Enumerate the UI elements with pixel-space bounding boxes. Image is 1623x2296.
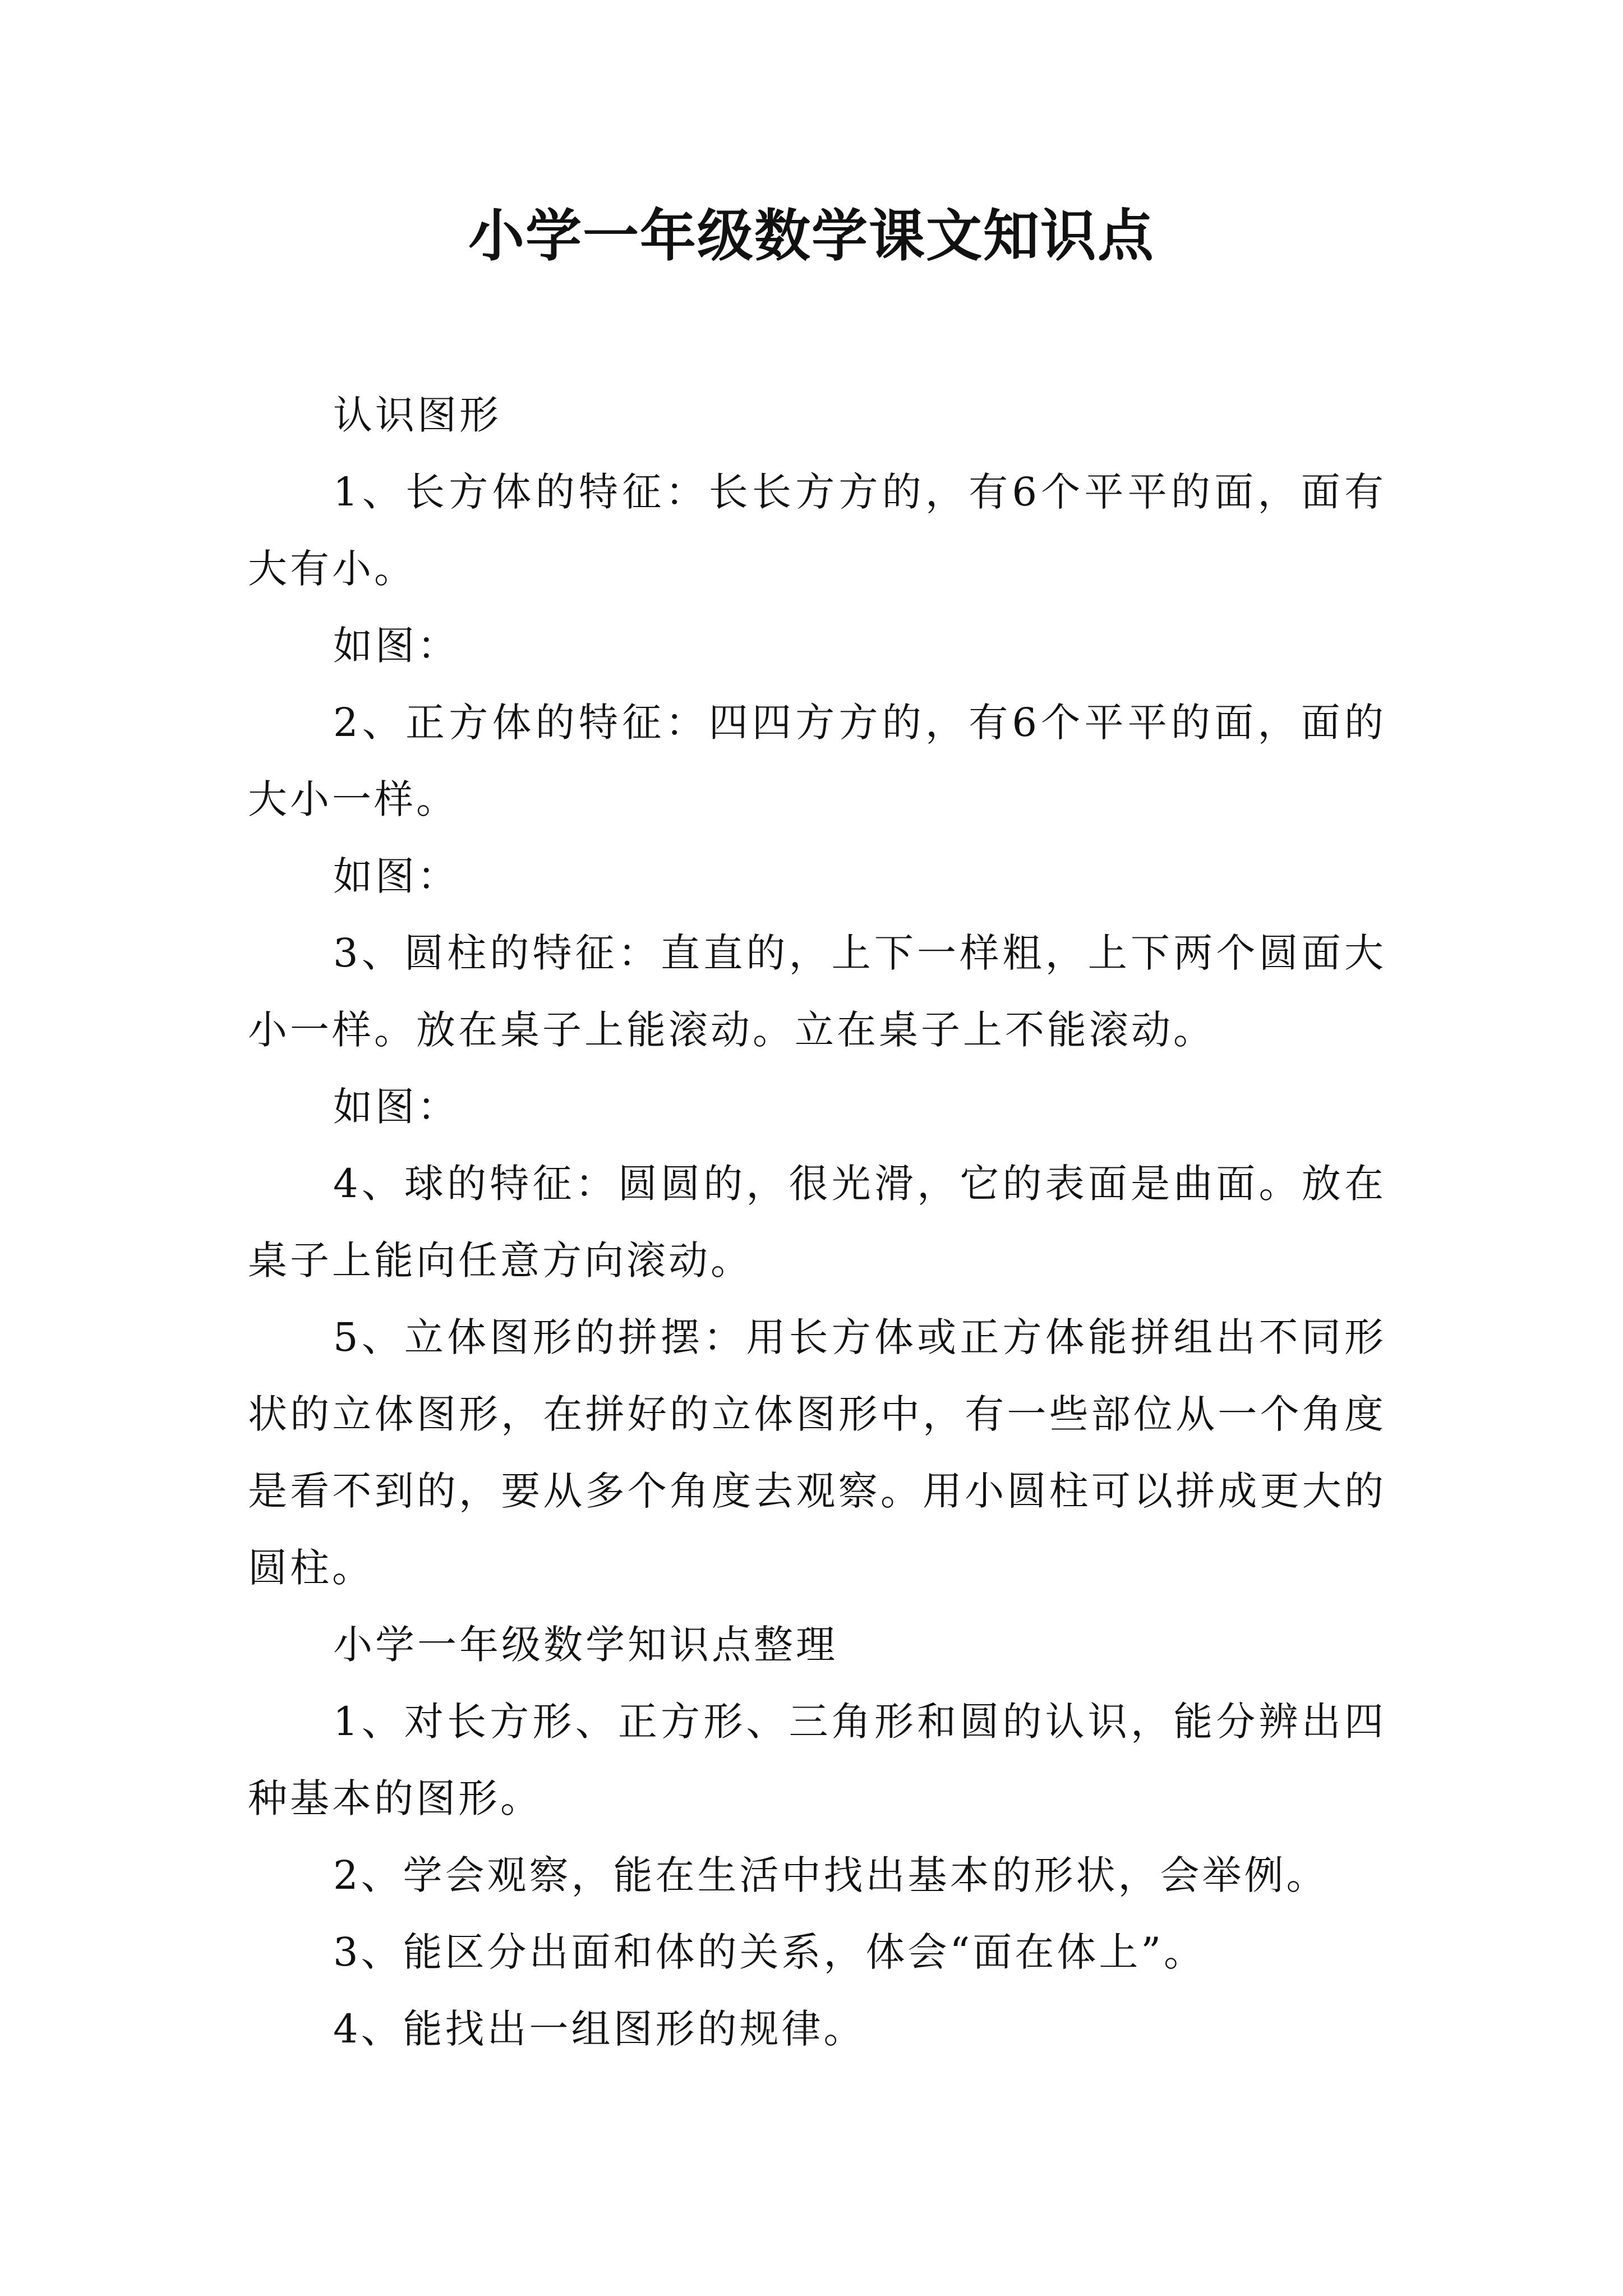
paragraph-figure-note: 如图： (333, 853, 459, 899)
paragraph-assembling: 5、立体图形的拼摆：用长方体或正方体能拼组出不同形状的立体图形，在拼好的立体图形中，有一些部位从一个角度是看不到的，要从多个角度去观察。用小圆柱可以拼成更大的圆柱。 (248, 1314, 1386, 1591)
paragraph-sphere: 4、球的特征：圆圆的，很光滑，它的表面是曲面。放在桌子上能向任意方向滚动。 (248, 1161, 1386, 1283)
paragraph-cube: 2、正方体的特征：四四方方的，有6个平平的面，面的大小一样。 (248, 700, 1386, 822)
paragraph-summary-1: 1、对长方形、正方形、三角形和圆的认识，能分辨出四种基本的图形。 (248, 1699, 1386, 1821)
paragraph-summary-3: 3、能区分出面和体的关系，体会“面在体上”。 (333, 1929, 1206, 1975)
paragraph-summary-4: 4、能找出一组图形的规律。 (333, 2006, 866, 2052)
section-heading-summary: 小学一年级数学知识点整理 (333, 1622, 838, 1668)
paragraph-cylinder: 3、圆柱的特征：直直的，上下一样粗，上下两个圆面大小一样。放在桌子上能滚动。立在桌子上不能滚动。 (248, 930, 1386, 1053)
document-title: 小学一年级数学课文知识点 (468, 203, 1155, 269)
paragraph-cuboid: 1、长方体的特征：长长方方的，有6个平平的面，面有大有小。 (248, 469, 1386, 592)
document-body (248, 377, 1386, 2068)
paragraph-figure-note: 如图： (333, 623, 459, 669)
paragraph-figure-note: 如图： (333, 1084, 459, 1130)
paragraph-summary-2: 2、学会观察，能在生活中找出基本的形状，会举例。 (333, 1852, 1329, 1898)
section-heading-shapes: 认识图形 (333, 392, 501, 438)
